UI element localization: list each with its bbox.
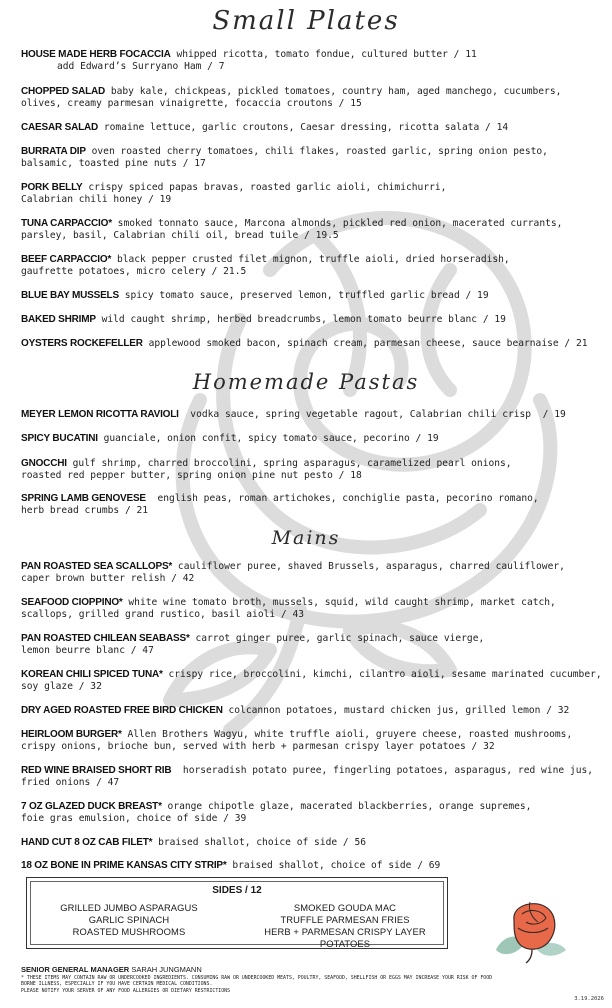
menu-item (21, 218, 599, 242)
item-description: romaine lettuce, garlic croutons, Caesar dressing, ricotta salata / 14 (103, 122, 509, 133)
item-description: colcannon potatoes, mustard chicken jus, grilled lemon / 32 (228, 705, 570, 716)
disclaimer-line: BORNE ILLNESS, ESPECIALLY IF YOU HAVE CERTAIN MEDICAL CONDITIONS. (21, 981, 213, 988)
item-name: BEEF CARPACCIO* (21, 254, 112, 265)
menu-item (21, 338, 599, 350)
footer (21, 965, 601, 994)
menu-item (21, 458, 599, 482)
item-name: CAESAR SALAD (21, 122, 99, 133)
menu-item (21, 860, 599, 872)
item-description: spicy tomato sauce, preserved lemon, truffled garlic bread / 19 (124, 290, 489, 301)
item-description: cauliflower puree, shaved Brussels, asparagus, charred cauliflower, (177, 561, 565, 572)
item-name: HAND CUT 8 OZ CAB FILET* (21, 837, 153, 848)
item-description: braised shallot, choice of side / 56 (158, 837, 367, 848)
sides-column-left (49, 902, 209, 938)
general-manager-line (21, 965, 601, 975)
item-name: BURRATA DIP (21, 146, 86, 157)
menu-item (21, 146, 599, 170)
item-description: white wine tomato broth, mussels, squid, wild caught shrimp, market catch, (128, 597, 556, 608)
item-name: HEIRLOOM BURGER* (21, 729, 122, 740)
item-description: wild caught shrimp, herbed breadcrumbs, lemon tomato beurre blanc / 19 (101, 314, 506, 325)
mains-heading: Mains (271, 527, 341, 549)
item-name: RED WINE BRAISED SHORT RIB (21, 765, 172, 776)
item-description-line2: herb bread crumbs / 21 (21, 505, 149, 516)
item-description: crispy spiced papas bravas, roasted garlic aioli, chimichurri, (88, 182, 447, 193)
item-description-line2: roasted red pepper butter, spring onion pine nut pesto / 18 (21, 470, 362, 481)
gm-name: SARAH JUNGMANN (131, 965, 202, 974)
item-description: smoked tonnato sauce, Marcona almonds, pickled red onion, macerated currants, (117, 218, 563, 229)
item-description: horseradish potato puree, fingerling potatoes, asparagus, red wine jus, (177, 765, 594, 776)
item-name: SPICY BUCATINI (21, 433, 98, 444)
menu-item (21, 314, 599, 326)
side-item: HERB + PARMESAN CRISPY LAYER POTATOES (264, 926, 426, 949)
item-description-line2: crispy onions, brioche bun, served with herb + parmesan crispy layer potatoes / 32 (21, 741, 495, 752)
item-description-line2: caper brown butter relish / 42 (21, 573, 195, 584)
item-name: PORK BELLY (21, 182, 83, 193)
item-description: orange chipotle glaze, macerated blackberries, orange supremes, (167, 801, 532, 812)
menu-item (21, 705, 599, 717)
menu-item (21, 433, 599, 445)
menu-item (21, 801, 599, 825)
menu-item (21, 254, 599, 278)
menu-item (21, 837, 599, 849)
item-name: TUNA CARPACCIO* (21, 218, 112, 229)
pastas-heading: Homemade Pastas (192, 370, 420, 394)
item-description: black pepper crusted filet mignon, truffle aioli, dried horseradish, (116, 254, 510, 265)
menu-item (21, 729, 599, 753)
menu-item (21, 633, 599, 657)
item-name: CHOPPED SALAD (21, 86, 106, 97)
item-description-line2: foie gras emulsion, choice of side / 39 (21, 813, 247, 824)
item-description: applewood smoked bacon, spinach cream, parmesan cheese, sauce bearnaise / 21 (148, 338, 588, 349)
menu-item (21, 290, 599, 302)
item-name: OYSTERS ROCKEFELLER (21, 338, 143, 349)
item-description: guanciale, onion confit, spicy tomato sauce, pecorino / 19 (103, 433, 439, 444)
sides-box (26, 877, 448, 949)
item-name: KOREAN CHILI SPICED TUNA* (21, 669, 163, 680)
disclaimer-line: PLEASE NOTIFY YOUR SERVER OF ANY FOOD ALLERGIES OR DIETARY RESTRICTIONS (21, 987, 231, 994)
item-name: SPRING LAMB GENOVESE (21, 493, 146, 504)
item-name: 18 OZ BONE IN PRIME KANSAS CITY STRIP* (21, 860, 227, 871)
item-description-line2: olives, creamy parmesan vinaigrette, focaccia croutons / 15 (21, 98, 362, 109)
rose-logo-icon (492, 898, 570, 964)
menu-item (21, 493, 599, 517)
menu-item (21, 49, 599, 73)
side-item: GARLIC SPINACH (88, 914, 170, 925)
gm-label: SENIOR GENERAL MANAGER (21, 965, 130, 974)
disclaimer-line: * THESE ITEMS MAY CONTAIN RAW OR UNDERCOOKED INGREDIENTS. CONSUMING RAW OR UNDERCOOKED MEATS, POULTRY, SEAFOOD, SHELLFISH OR EGGS MAY INCREASE YOUR RISK OF FOOD (21, 975, 493, 981)
item-name: MEYER LEMON RICOTTA RAVIOLI (21, 409, 179, 420)
side-item: GRILLED JUMBO ASPARAGUS (60, 902, 198, 913)
item-description: oven roasted cherry tomatoes, chili flakes, roasted garlic, spring onion pesto, (91, 146, 548, 157)
item-description-line2: lemon beurre blanc / 47 (21, 645, 154, 656)
item-description-line2: soy glaze / 32 (21, 681, 102, 692)
sides-title: SIDES / 12 (212, 885, 262, 896)
item-description-line2: parsley, basil, Calabrian chili oil, bread tuile / 19.5 (21, 230, 339, 241)
menu-item (21, 669, 602, 693)
item-description-line2: balsamic, toasted pine nuts / 17 (21, 158, 206, 169)
item-name: SEAFOOD CIOPPINO* (21, 597, 123, 608)
side-item: ROASTED MUSHROOMS (72, 926, 186, 937)
item-name: DRY AGED ROASTED FREE BIRD CHICKEN (21, 705, 223, 716)
sides-column-right (247, 902, 443, 950)
item-name: PAN ROASTED CHILEAN SEABASS* (21, 633, 190, 644)
side-item: SMOKED GOUDA MAC (293, 902, 397, 913)
item-name: PAN ROASTED SEA SCALLOPS* (21, 561, 173, 572)
menu-item (21, 409, 599, 421)
item-description: english peas, roman artichokes, conchiglie pasta, pecorino romano, (151, 493, 539, 504)
menu-item (21, 597, 599, 621)
item-name: GNOCCHI (21, 458, 67, 469)
item-description: gulf shrimp, charred broccolini, spring asparagus, caramelized pearl onions, (72, 458, 512, 469)
item-description: baby kale, chickpeas, pickled tomatoes, country ham, aged manchego, cucumbers, (110, 86, 562, 97)
menu-item (21, 182, 599, 206)
item-description: crispy rice, broccolini, kimchi, cilantro aioli, sesame marinated cucumber, (168, 669, 602, 680)
menu-date: 3.19.2026 (574, 996, 604, 1002)
item-name: BLUE BAY MUSSELS (21, 290, 119, 301)
item-name: BAKED SHRIMP (21, 314, 96, 325)
item-description: vodka sauce, spring vegetable ragout, Calabrian chili crisp / 19 (184, 409, 566, 420)
item-description: whipped ricotta, tomato fondue, cultured butter / 11 (176, 49, 477, 60)
item-description: carrot ginger puree, garlic spinach, sauce vierge, (195, 633, 485, 644)
menu-item (21, 765, 599, 789)
menu-item (21, 122, 599, 134)
item-description: Allen Brothers Wagyu, white truffle aioli, gruyere cheese, roasted mushrooms, (127, 729, 573, 740)
menu-item (21, 86, 599, 110)
item-description-line2: Calabrian chili honey / 19 (21, 194, 172, 205)
item-description-line2: scallops, grilled grand rustico, basil aioli / 43 (21, 609, 305, 620)
item-description: braised shallot, choice of side / 69 (232, 860, 441, 871)
small-plates-heading: Small Plates (212, 6, 400, 36)
item-description-line2: gaufrette potatoes, micro celery / 21.5 (21, 266, 247, 277)
menu-item (21, 561, 599, 585)
item-addon: add Edward’s Surryano Ham / 7 (57, 61, 225, 72)
item-description-line2: fried onions / 47 (21, 777, 120, 788)
side-item: TRUFFLE PARMESAN FRIES (280, 914, 410, 925)
item-name: 7 OZ GLAZED DUCK BREAST* (21, 801, 162, 812)
item-name: HOUSE MADE HERB FOCACCIA (21, 49, 171, 60)
